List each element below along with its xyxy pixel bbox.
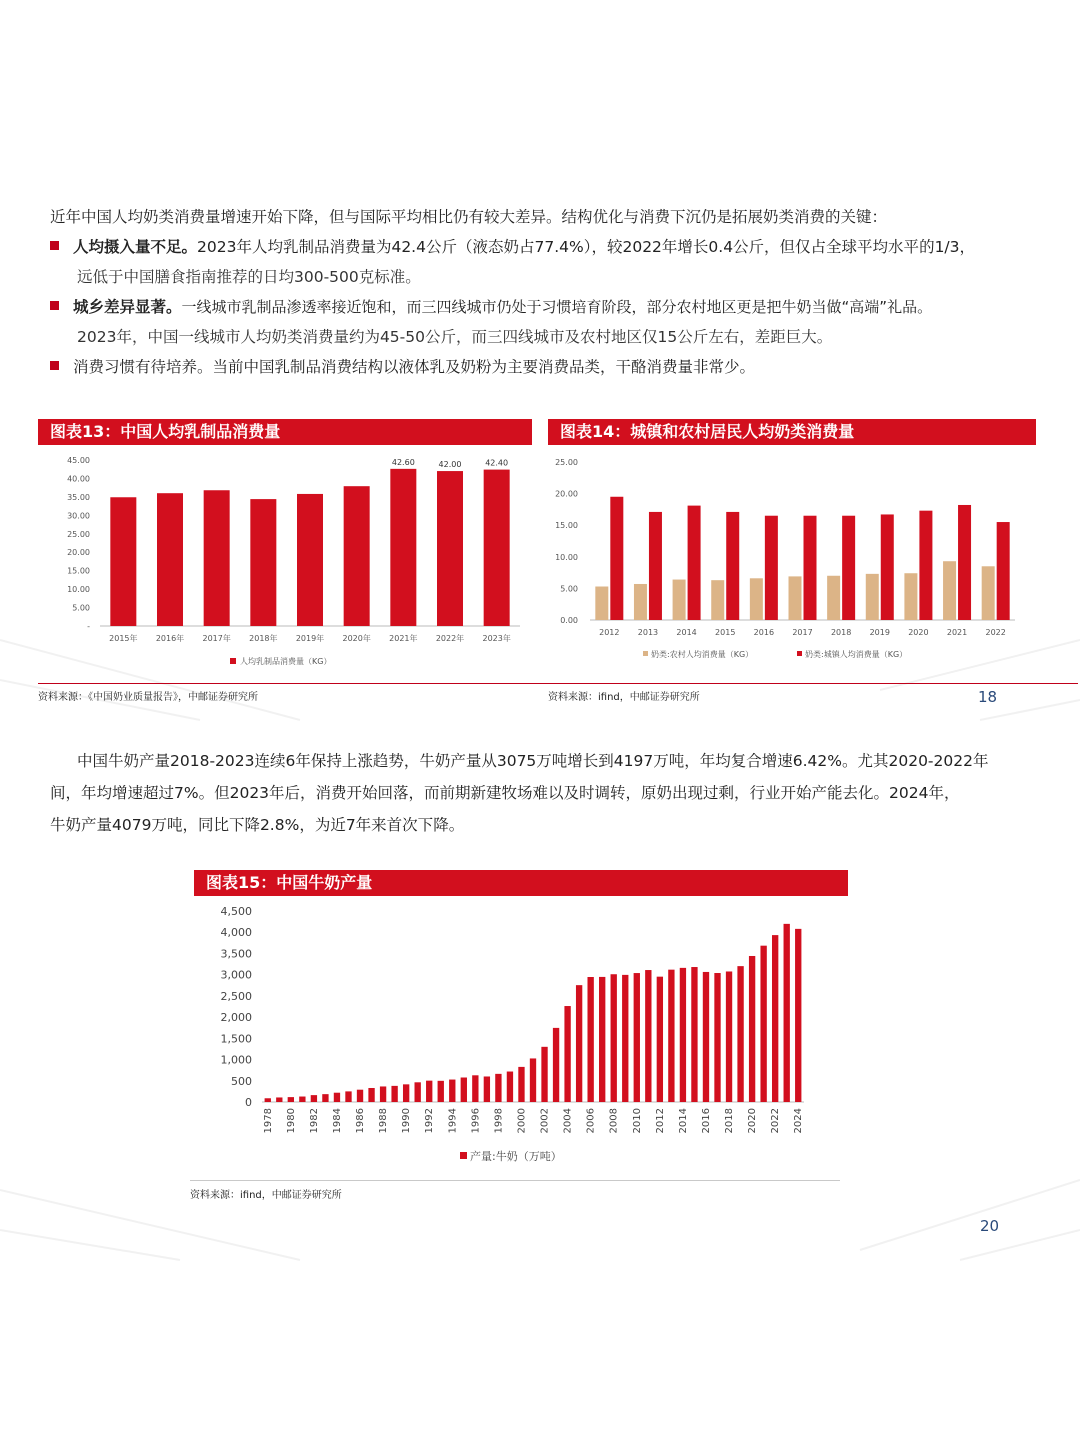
chart13-banner: 图表13：中国人均乳制品消费量 [38, 419, 532, 445]
x-tick-label: 2014 [676, 628, 697, 637]
x-tick-label: 2018 [724, 1108, 736, 1134]
bar-urban [997, 522, 1010, 620]
bar [311, 1095, 317, 1102]
legend-label-urban: 奶类:城镇人均消费量（KG） [805, 650, 908, 659]
production-paragraph [50, 745, 1050, 841]
bar-rural [673, 580, 686, 620]
x-tick-label: 2015 [715, 628, 736, 637]
x-tick-label: 1996 [470, 1108, 482, 1134]
bar [334, 1093, 340, 1102]
bar-urban [649, 512, 662, 620]
bar [587, 977, 593, 1102]
bar-rural [982, 566, 995, 620]
y-tick-label: 20.00 [67, 548, 90, 558]
x-tick-label: 2013 [637, 628, 659, 637]
x-tick-label: 2022 [770, 1108, 782, 1134]
bar-rural [943, 561, 956, 620]
para2-line1: 中国牛奶产量2018-2023连续6年保持上涨趋势，牛奶产量从3075万吨增长到4197万吨，年均复合增速6.42%。尤其2020-2022年 [77, 752, 989, 770]
y-tick-label: 1,000 [220, 1053, 252, 1067]
x-tick-label: 2022 [985, 628, 1006, 637]
bar [449, 1080, 455, 1102]
bar [495, 1074, 501, 1102]
y-tick-label: 10.00 [67, 585, 90, 595]
x-tick-label: 2016 [753, 628, 775, 637]
bar [749, 956, 755, 1102]
legend-swatch [230, 658, 236, 664]
bar [157, 493, 183, 626]
bar [322, 1094, 328, 1102]
bar [760, 946, 766, 1102]
bar [437, 471, 463, 626]
divider-line [38, 683, 1078, 684]
bar [110, 497, 136, 626]
bar [250, 499, 276, 626]
bar [380, 1086, 386, 1102]
x-tick-label: 2018年 [249, 634, 278, 643]
intro-line: 近年中国人均奶类消费量增速开始下降，但与国际平均相比仍有较大差异。结构优化与消费下沉仍是拓展奶类消费的关键： [50, 208, 888, 226]
legend-label: 产量:牛奶（万吨） [470, 1150, 562, 1163]
x-tick-label: 2004 [562, 1108, 574, 1134]
para2-line2: 间，年均增速超过7%。但2023年后，消费开始回落，而前期新建牧场难以及时调转，原奶出现过剩，行业开始产能去化。2024年， [50, 784, 960, 802]
bar [368, 1088, 374, 1102]
bar [299, 1097, 305, 1102]
y-tick-label: 30.00 [67, 511, 90, 521]
y-tick-label: 500 [231, 1074, 252, 1088]
bar [345, 1091, 351, 1102]
y-tick-label: 20.00 [555, 489, 578, 499]
bar [288, 1097, 294, 1102]
bar [622, 975, 628, 1102]
bar [357, 1090, 363, 1102]
y-tick-label: 25.00 [555, 458, 578, 467]
x-tick-label: 1990 [401, 1108, 413, 1134]
bar [461, 1078, 467, 1102]
y-tick-label: 1,500 [220, 1032, 252, 1046]
x-tick-label: 2019年 [295, 634, 325, 643]
y-tick-label: 2,500 [220, 989, 252, 1003]
bar [541, 1047, 547, 1102]
data-label: 42.00 [438, 460, 462, 470]
chart15-divider [190, 1180, 840, 1181]
bar [645, 970, 651, 1102]
chart13-source: 资料来源：《中国奶业质量报告》，中邮证券研究所 [38, 692, 258, 703]
y-tick-label: 2,000 [220, 1011, 252, 1025]
bar [265, 1098, 271, 1102]
bar-urban [765, 516, 778, 620]
x-tick-label: 1982 [308, 1108, 320, 1134]
x-tick-label: 2020 [747, 1108, 759, 1134]
bar [634, 973, 640, 1102]
y-tick-label: 5.00 [72, 603, 90, 613]
y-tick-label: 15.00 [67, 566, 90, 576]
bar [737, 966, 743, 1102]
bar [403, 1084, 409, 1102]
bar-rural [711, 580, 724, 620]
bullet-1-cont: 远低于中国膳食指南推荐的日均300-500克标准。 [77, 268, 421, 286]
bar-urban [688, 506, 701, 620]
x-tick-label: 1978 [262, 1108, 274, 1134]
bar-urban [958, 505, 971, 620]
data-label: 42.40 [485, 458, 509, 468]
legend-swatch-rural [643, 651, 648, 656]
y-tick-label: 0.00 [560, 616, 578, 625]
bar-urban [842, 516, 855, 620]
x-tick-label: 2012 [654, 1108, 666, 1134]
page-number-20: 20 [980, 1217, 1000, 1235]
x-tick-label: 2006 [585, 1108, 597, 1134]
bar-rural [904, 573, 917, 620]
data-label: 42.60 [391, 457, 415, 467]
bullet-marker [50, 361, 59, 370]
chart15-svg [200, 898, 840, 1178]
bar [714, 973, 720, 1102]
chart14-svg [545, 448, 1045, 673]
bar [691, 967, 697, 1102]
bullet-2-cont: 2023年，中国一线城市人均奶类消费量约为45-50公斤，而三四线城市及农村地区仅15公斤左右，差距巨大。 [77, 328, 833, 346]
bullet-1 [50, 232, 1050, 262]
y-tick-label: 45.00 [67, 456, 90, 465]
bar [415, 1082, 421, 1102]
bar [484, 1076, 490, 1102]
x-tick-label: 2023年 [482, 634, 511, 643]
chart15-banner: 图表15：中国牛奶产量 [194, 870, 848, 896]
bar [344, 486, 370, 626]
x-tick-label: 2012 [599, 628, 620, 637]
bar [564, 1006, 570, 1102]
bar-urban [881, 514, 894, 620]
bar [726, 971, 732, 1102]
bar [795, 929, 801, 1102]
bullet-3-text: 消费习惯有待培养。当前中国乳制品消费结构以液体乳及奶粉为主要消费品类，干酪消费量非常少。 [73, 358, 756, 376]
legend-label-rural: 奶类:农村人均消费量（KG） [651, 650, 754, 659]
x-tick-label: 1980 [285, 1108, 297, 1134]
bar [703, 972, 709, 1102]
bar [599, 977, 605, 1102]
y-tick-label: 25.00 [67, 529, 90, 539]
x-tick-label: 2019 [869, 628, 890, 637]
chart13-svg [40, 448, 530, 683]
x-tick-label: 2017 [792, 628, 813, 637]
bar [772, 935, 778, 1102]
x-tick-label: 1984 [331, 1108, 343, 1134]
bullet-1-text: 2023年人均乳制品消费量为42.4公斤（液态奶占77.4%），较2022年增长0.4公斤，但仅占全球平均水平的1/3， [197, 238, 976, 256]
bullet-marker [50, 241, 59, 250]
bullet-2 [50, 292, 1050, 322]
y-tick-label: 40.00 [67, 474, 90, 484]
legend-label: 人均乳制品消费量（KG） [240, 657, 332, 666]
y-tick-label: 4,000 [220, 926, 252, 940]
para2-line3: 牛奶产量4079万吨，同比下降2.8%，为近7年来首次下降。 [50, 816, 465, 834]
bar-rural [595, 587, 608, 620]
x-tick-label: 2002 [539, 1108, 551, 1134]
bar [553, 1028, 559, 1102]
bar [390, 469, 416, 626]
x-tick-label: 2010 [631, 1108, 643, 1134]
y-tick-label: 3,000 [220, 968, 252, 982]
y-tick-label: 5.00 [560, 584, 578, 594]
y-tick-label: 4,500 [220, 905, 252, 918]
bar [438, 1081, 444, 1102]
bar-urban [610, 497, 623, 620]
x-tick-label: 2024 [793, 1108, 805, 1134]
bar [297, 494, 323, 626]
bar-rural [789, 576, 802, 620]
x-tick-label: 2008 [608, 1108, 620, 1134]
x-tick-label: 2000 [516, 1108, 528, 1134]
chart14-banner: 图表14：城镇和农村居民人均奶类消费量 [548, 419, 1036, 445]
x-tick-label: 2021年 [389, 634, 418, 643]
bar [668, 970, 674, 1102]
bar [657, 977, 663, 1102]
x-tick-label: 2020年 [342, 634, 371, 643]
bar [576, 985, 582, 1102]
y-tick-label: 0 [245, 1096, 252, 1109]
bar-rural [634, 584, 647, 620]
x-tick-label: 2014 [677, 1108, 689, 1134]
x-tick-label: 1988 [378, 1108, 390, 1134]
bar [680, 968, 686, 1102]
x-tick-label: 2021 [946, 628, 968, 637]
intro-paragraph [50, 202, 1050, 382]
page-number-18: 18 [978, 688, 998, 706]
x-tick-label: 2018 [830, 628, 852, 637]
bar [472, 1075, 478, 1102]
y-tick-label: - [87, 622, 90, 631]
bar [611, 974, 617, 1102]
y-tick-label: 35.00 [67, 492, 90, 502]
x-tick-label: 2020 [908, 628, 929, 637]
chart15-source: 资料来源：ifind，中邮证券研究所 [190, 1190, 342, 1201]
bullet-2-bold: 城乡差异显著。 [73, 298, 182, 316]
bar [391, 1086, 397, 1102]
bar-rural [866, 574, 879, 620]
bar-urban [804, 516, 817, 620]
bar [530, 1058, 536, 1102]
bar [784, 924, 790, 1102]
bar [426, 1081, 432, 1102]
bar [484, 470, 510, 626]
x-tick-label: 1986 [355, 1108, 367, 1134]
y-tick-label: 3,500 [220, 947, 252, 961]
x-tick-label: 2015年 [109, 634, 138, 643]
x-tick-label: 1994 [447, 1108, 459, 1134]
legend-swatch [460, 1152, 467, 1159]
bar [204, 490, 230, 626]
bar-urban [726, 512, 739, 620]
legend-swatch-urban [797, 651, 802, 656]
x-tick-label: 1992 [424, 1108, 436, 1134]
x-tick-label: 1998 [493, 1108, 505, 1134]
bullet-1-bold: 人均摄入量不足。 [73, 238, 198, 256]
bar-urban [919, 511, 932, 620]
x-tick-label: 2022年 [435, 634, 465, 643]
x-tick-label: 2016 [700, 1108, 712, 1134]
y-tick-label: 10.00 [555, 552, 578, 562]
bullet-marker [50, 301, 59, 310]
x-tick-label: 2016年 [155, 634, 185, 643]
x-tick-label: 2017年 [202, 634, 231, 643]
bar-rural [750, 578, 763, 620]
bar [507, 1072, 513, 1102]
bullet-2-text: 一线城市乳制品渗透率接近饱和，而三四线城市仍处于习惯培育阶段，部分农村地区更是把牛奶当做“高端”礼品。 [181, 298, 933, 316]
bar [276, 1097, 282, 1102]
bullet-3 [50, 352, 1050, 382]
bar-rural [827, 576, 840, 620]
chart14-source: 资料来源：ifind，中邮证券研究所 [548, 692, 700, 703]
y-tick-label: 15.00 [555, 521, 578, 531]
bar [518, 1067, 524, 1102]
